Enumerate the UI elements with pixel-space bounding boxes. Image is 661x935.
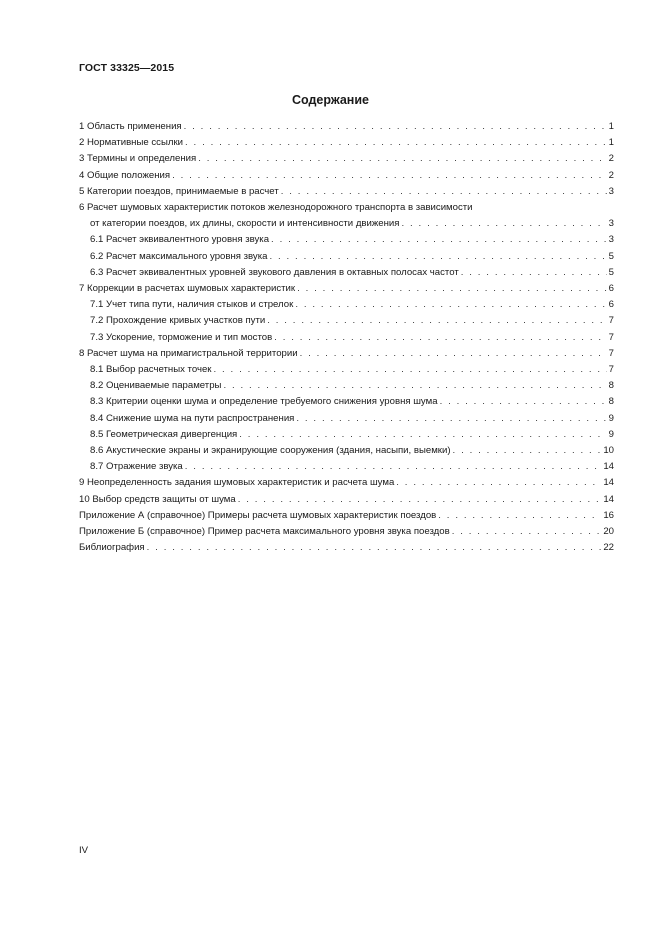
toc-entry[interactable] xyxy=(79,492,614,508)
toc-entry-page: 5 xyxy=(608,266,614,278)
toc-entry[interactable] xyxy=(79,297,614,313)
dot-leader xyxy=(295,297,606,313)
toc-entry-page: 1 xyxy=(608,121,614,132)
dot-leader xyxy=(185,459,602,475)
toc-entry-label: 8.3 Критерии оценки шума и определение требуемого снижения уровня шума xyxy=(90,396,438,408)
page-number: IV xyxy=(79,845,89,856)
toc-entry-page: 5 xyxy=(608,250,614,262)
toc-entry-label: 7.3 Ускорение, торможение и тип мостов xyxy=(90,331,273,343)
toc-entry[interactable] xyxy=(79,443,614,459)
toc-entry-page: 14 xyxy=(603,477,614,489)
toc-entry[interactable] xyxy=(79,232,614,248)
toc-entry[interactable] xyxy=(79,330,614,346)
dot-leader xyxy=(198,151,606,167)
dot-leader xyxy=(269,249,606,265)
dot-leader xyxy=(223,378,606,394)
toc-entry[interactable] xyxy=(79,119,614,135)
toc-entry[interactable] xyxy=(79,265,614,281)
dot-leader xyxy=(438,508,601,524)
dot-leader xyxy=(274,330,606,346)
dot-leader xyxy=(214,362,607,378)
toc-entry[interactable] xyxy=(79,313,614,329)
toc-entry[interactable] xyxy=(79,378,614,394)
toc-entry-multiline[interactable] xyxy=(79,200,614,232)
toc-entry-page: 9 xyxy=(608,412,614,424)
toc-entry-page: 10 xyxy=(603,445,614,457)
toc-entry-label: 4 Общие положения xyxy=(79,169,171,181)
toc-entry-page: 3 xyxy=(608,185,614,197)
dot-leader xyxy=(297,281,607,297)
toc-entry-label: 6 Расчет шумовых характеристик потоков железнодорожного транспорта в зависимости xyxy=(79,202,473,214)
toc-entry-page: 7 xyxy=(608,347,614,359)
table-of-contents xyxy=(79,119,614,556)
toc-entry-page: 6 xyxy=(608,283,614,295)
dot-leader xyxy=(271,232,607,248)
toc-entry-page: 14 xyxy=(603,461,614,473)
toc-entry-label: 8.4 Снижение шума на пути распространения xyxy=(90,412,295,424)
toc-entry-label: Приложение Б (справочное) Пример расчета максимального уровня звука поездов xyxy=(79,526,450,538)
toc-entry-page: 1 xyxy=(608,137,614,149)
toc-entry-label: Приложение А (справочное) Примеры расчета шумовых характеристик поездов xyxy=(79,509,437,521)
toc-entry[interactable] xyxy=(79,411,614,427)
toc-entry-page: 22 xyxy=(603,542,614,554)
toc-entry-label: 8.7 Отражение звука xyxy=(90,461,183,473)
toc-entry-label: 10 Выбор средств защиты от шума xyxy=(79,493,236,505)
toc-entry[interactable] xyxy=(79,249,614,265)
dot-leader xyxy=(296,411,606,427)
toc-entry-page: 2 xyxy=(608,153,614,165)
toc-entry-label: 8.5 Геометрическая дивергенция xyxy=(90,428,238,440)
toc-entry-label: 7.1 Учет типа пути, наличия стыков и стрелок xyxy=(90,299,294,311)
toc-entry-label: 3 Термины и определения xyxy=(79,153,197,165)
toc-entry-label: 8.2 Оцениваемые параметры xyxy=(90,380,222,392)
toc-entry-page: 16 xyxy=(603,509,614,521)
toc-entry-label: Библиография xyxy=(79,542,145,554)
toc-entry-label: 8.1 Выбор расчетных точек xyxy=(90,364,212,376)
toc-entry[interactable] xyxy=(79,362,614,378)
dot-leader xyxy=(184,119,607,135)
toc-entry[interactable] xyxy=(79,394,614,410)
toc-entry-page: 8 xyxy=(608,380,614,392)
toc-entry-label: 5 Категории поездов, принимаемые в расчет xyxy=(79,185,279,197)
page-title: Содержание xyxy=(291,93,369,107)
toc-entry[interactable] xyxy=(79,427,614,443)
toc-entry-label: 2 Нормативные ссылки xyxy=(79,137,184,149)
toc-entry-label: 6.3 Расчет эквивалентных уровней звукового давления в октавных полосах частот xyxy=(90,266,459,278)
toc-entry[interactable] xyxy=(79,459,614,475)
dot-leader xyxy=(440,394,607,410)
dot-leader xyxy=(300,346,607,362)
toc-entry[interactable] xyxy=(79,168,614,184)
toc-entry-page: 6 xyxy=(608,299,614,311)
toc-entry-page: 9 xyxy=(608,428,614,440)
toc-entry[interactable] xyxy=(79,524,614,540)
toc-entry-label: 9 Неопределенность задания шумовых характеристик и расчета шума xyxy=(79,477,395,489)
toc-entry[interactable] xyxy=(79,135,614,151)
toc-entry-label: 7.2 Прохождение кривых участков пути xyxy=(90,315,266,327)
toc-entry-label: 1 Область применения xyxy=(79,121,182,132)
dot-leader xyxy=(239,427,606,443)
document-code: ГОСТ 33325—2015 xyxy=(79,62,175,74)
toc-entry[interactable] xyxy=(79,508,614,524)
dot-leader xyxy=(267,313,606,329)
dot-leader xyxy=(396,475,601,491)
toc-entry-page: 7 xyxy=(608,364,614,376)
toc-entry-label: 8.6 Акустические экраны и экранирующие сооружения (здания, насыпи, выемки) xyxy=(90,445,451,457)
toc-entry-page: 7 xyxy=(608,315,614,327)
toc-entry-label: 6.1 Расчет эквивалентного уровня звука xyxy=(90,234,270,246)
toc-entry[interactable] xyxy=(79,151,614,167)
dot-leader xyxy=(401,216,606,232)
toc-entry[interactable] xyxy=(79,281,614,297)
dot-leader xyxy=(147,540,602,556)
toc-entry-label: 8 Расчет шума на примагистральной территории xyxy=(79,347,298,359)
toc-entry-page: 14 xyxy=(603,493,614,505)
dot-leader xyxy=(452,524,602,540)
toc-entry-page: 3 xyxy=(608,218,614,230)
toc-entry[interactable] xyxy=(79,346,614,362)
toc-entry-label-continued: от категории поездов, их длины, скорости и интенсивности движения xyxy=(90,218,400,230)
dot-leader xyxy=(185,135,607,151)
toc-entry-page: 2 xyxy=(608,169,614,181)
toc-entry-page: 8 xyxy=(608,396,614,408)
dot-leader xyxy=(461,265,607,281)
toc-entry-label: 7 Коррекции в расчетах шумовых характеристик xyxy=(79,283,296,295)
dot-leader xyxy=(281,184,607,200)
dot-leader xyxy=(172,168,607,184)
dot-leader xyxy=(238,492,602,508)
toc-entry-page: 7 xyxy=(608,331,614,343)
toc-entry-label: 6.2 Расчет максимального уровня звука xyxy=(90,250,268,262)
toc-entry-page: 20 xyxy=(603,526,614,538)
toc-entry[interactable] xyxy=(79,540,614,556)
toc-entry-page: 3 xyxy=(608,234,614,246)
toc-entry[interactable] xyxy=(79,184,614,200)
toc-entry[interactable] xyxy=(79,475,614,491)
dot-leader xyxy=(453,443,602,459)
